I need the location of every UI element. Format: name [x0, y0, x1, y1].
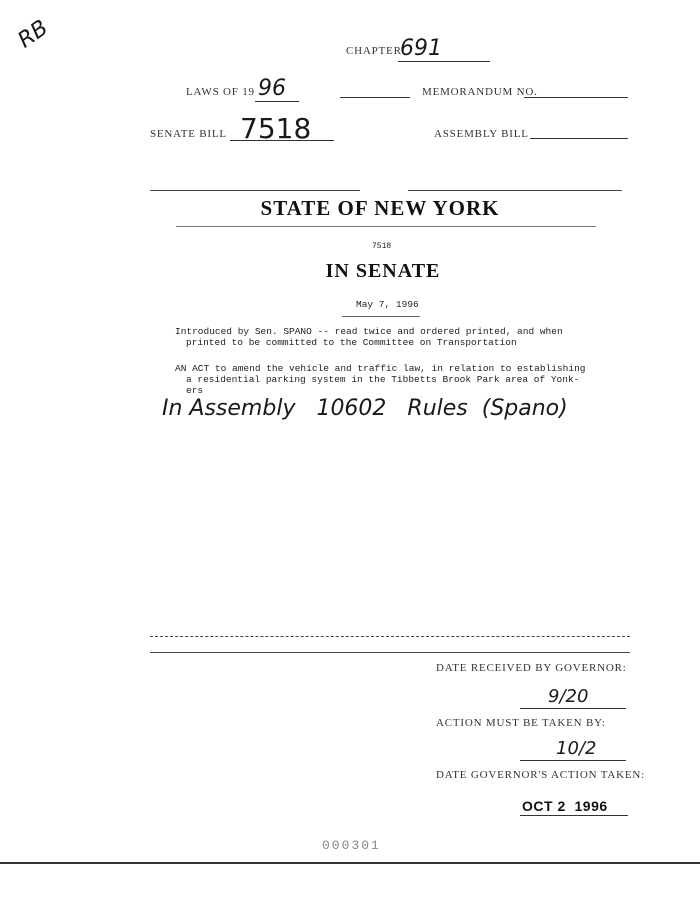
- date-received-label: DATE RECEIVED BY GOVERNOR:: [436, 662, 627, 674]
- marginal-initials: RB: [13, 15, 53, 54]
- state-title: STATE OF NEW YORK: [260, 196, 500, 220]
- date-received-value: 9/20: [548, 686, 589, 707]
- rule-right: [408, 190, 622, 191]
- chamber-title: IN SENATE: [325, 260, 441, 282]
- bill-number: 7518: [372, 242, 392, 251]
- act-line-3: ers: [186, 385, 204, 396]
- bill-date: May 7, 1996: [356, 299, 419, 310]
- memorandum-underline: [524, 97, 628, 98]
- bottom-rule-2: [150, 652, 630, 653]
- senate-bill-label: SENATE BILL: [150, 128, 227, 140]
- action-must-label: ACTION MUST BE TAKEN BY:: [436, 717, 606, 729]
- assembly-bill-label: ASSEMBLY BILL: [434, 128, 529, 140]
- chapter-underline: [398, 61, 490, 62]
- introduced-line-1: Introduced by Sen. SPANO -- read twice and ordered printed, and when: [175, 326, 563, 337]
- action-taken-underline: [520, 815, 628, 816]
- introduced-line-2: printed to be committed to the Committee on Transportation: [186, 337, 517, 348]
- rule-left: [150, 190, 360, 191]
- senate-bill-underline: [230, 140, 334, 141]
- action-taken-label: DATE GOVERNOR'S ACTION TAKEN:: [436, 769, 645, 781]
- action-must-underline: [520, 760, 626, 761]
- title-underline: [176, 226, 596, 227]
- action-must-value: 10/2: [556, 738, 597, 759]
- memorandum-label: MEMORANDUM NO.: [422, 86, 538, 98]
- action-taken-value: OCT 2 1996: [522, 798, 608, 814]
- laws-value: 96: [258, 76, 286, 101]
- chapter-label: CHAPTER: [346, 45, 402, 57]
- assembly-handwritten-note: In Assembly 10602 Rules (Spano): [162, 396, 568, 421]
- laws-underline: [255, 101, 299, 102]
- page-bottom-edge: [0, 862, 700, 864]
- date-received-underline: [520, 708, 626, 709]
- bottom-rule-1: [150, 636, 630, 637]
- page-stamp: 000301: [322, 838, 381, 853]
- assembly-bill-underline: [530, 138, 628, 139]
- act-line-2: a residential parking system in the Tibbetts Brook Park area of Yonk-: [186, 374, 580, 385]
- laws-blank-line: [340, 97, 410, 98]
- chapter-value: 691: [400, 36, 442, 61]
- date-underline: [342, 316, 420, 317]
- senate-bill-value: 7518: [240, 112, 312, 145]
- act-line-1: AN ACT to amend the vehicle and traffic law, in relation to establishing: [175, 363, 586, 374]
- laws-label: LAWS OF 19: [186, 86, 255, 98]
